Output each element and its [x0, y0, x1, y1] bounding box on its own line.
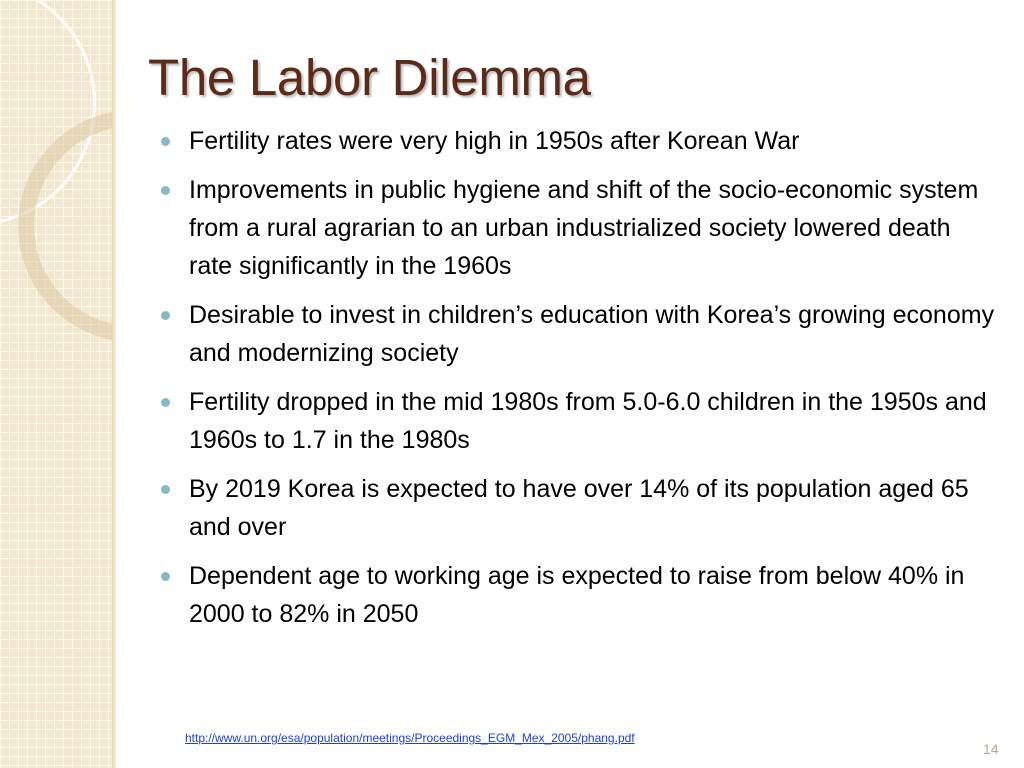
- bullet-dot-icon: [161, 311, 170, 320]
- bullet-item: [158, 296, 998, 372]
- bullet-item: [158, 470, 998, 546]
- bullet-dot-icon: [161, 186, 170, 195]
- source-link[interactable]: http://www.un.org/esa/population/meetings/Proceedings_EGM_Mex_2005/phang.pdf: [185, 731, 635, 745]
- bullet-text: Fertility dropped in the mid 1980s from 5.0-6.0 children in the 1950s and 1960s to 1.7 in the 1980s: [189, 388, 987, 454]
- decorative-sidebar: [0, 0, 112, 768]
- bullet-text: Improvements in public hygiene and shift of the socio-economic system from a rural agrarian to an urban industrialized society lowered death rate significantly in the 1960s: [189, 176, 979, 280]
- sidebar-edge: [112, 0, 116, 768]
- bullet-dot-icon: [161, 572, 170, 581]
- bullet-dot-icon: [161, 398, 170, 407]
- bullet-text: Dependent age to working age is expected to raise from below 40% in 2000 to 82% in 2050: [189, 562, 965, 628]
- bullet-dot-icon: [161, 137, 170, 146]
- bullet-dot-icon: [161, 485, 170, 494]
- bullet-list: [158, 122, 998, 644]
- bullet-item: [158, 383, 998, 459]
- bullet-text: Desirable to invest in children’s education with Korea’s growing economy and modernizing society: [189, 301, 995, 367]
- slide-title: The Labor Dilemma: [148, 49, 591, 106]
- bullet-text: Fertility rates were very high in 1950s after Korean War: [189, 127, 800, 155]
- bullet-text: By 2019 Korea is expected to have over 14% of its population aged 65 and over: [189, 475, 969, 541]
- bullet-item: [158, 557, 998, 633]
- bullet-item: [158, 171, 998, 285]
- page-number: 14: [983, 741, 999, 757]
- bullet-item: [158, 122, 998, 160]
